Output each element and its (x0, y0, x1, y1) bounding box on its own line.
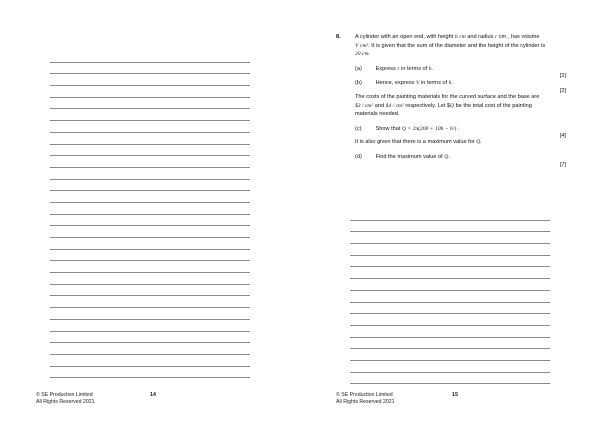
answer-line (350, 279, 550, 291)
marks-a: [2] (559, 73, 566, 80)
answer-line (350, 373, 550, 385)
answer-line (50, 226, 250, 238)
answer-line (50, 273, 250, 285)
answer-line (350, 361, 550, 373)
answer-line (350, 256, 550, 268)
answer-line (50, 308, 250, 320)
part-label: (a) (355, 65, 362, 72)
answer-line (50, 133, 250, 145)
answer-line (50, 285, 250, 297)
answer-line (50, 74, 250, 86)
answer-line (50, 320, 250, 332)
answer-line (50, 332, 250, 344)
cost-paragraph: The costs of the painting materials for the curved surface and the base are $3 / cm² and $4 / cm² respectively. Let $Q be the total cost of the painting materials needed. (355, 93, 540, 118)
answer-line (50, 238, 250, 250)
rights-text: All Rights Reserved 2021 (36, 398, 95, 405)
part-b: (b) Hence, express V in terms of h. (355, 80, 453, 87)
copyright-text: © SE Production Limited (36, 392, 93, 398)
answer-line (50, 367, 250, 379)
answer-line (50, 355, 250, 367)
page-15 (300, 0, 600, 424)
answer-line (50, 63, 250, 75)
question-8 (336, 33, 566, 168)
page-number: 14 (150, 392, 156, 398)
answer-line (50, 156, 250, 168)
question-stem: A cylinder with an open end, with height h cm and radius r cm , has volume V cm³. It is given that the sum of the diameter and the height of the cylinder is 20 cm. (355, 34, 546, 58)
answer-line (350, 232, 550, 244)
answer-line (350, 209, 550, 221)
page-footer (36, 392, 95, 405)
part-c: (c) Show that Q = 2π(200 + 10h − h²) . (355, 125, 460, 132)
answer-lines (50, 51, 250, 378)
answer-line (350, 221, 550, 233)
part-label: (d) (355, 153, 362, 160)
answer-line (50, 121, 250, 133)
answer-line (50, 343, 250, 355)
marks-d: [7] (559, 161, 566, 168)
answer-line (50, 145, 250, 157)
part-label: (b) (355, 80, 362, 87)
answer-line (350, 349, 550, 361)
part-d: (d) Find the maximum value of Q. (355, 153, 450, 160)
answer-line (50, 250, 250, 262)
answer-line (50, 180, 250, 192)
answer-line (50, 168, 250, 180)
answer-line (350, 338, 550, 350)
part-label: (c) (355, 125, 362, 132)
answer-line (350, 303, 550, 315)
max-statement: It is also given that there is a maximum value for Q. (355, 139, 482, 146)
answer-line (50, 191, 250, 203)
answer-line (350, 314, 550, 326)
answer-line (350, 291, 550, 303)
marks-b: [2] (559, 87, 566, 94)
answer-line (50, 296, 250, 308)
rights-text: All Rights Reserved 2021 (336, 398, 395, 405)
copyright-text: © SE Production Limited (336, 392, 393, 398)
question-number: 8. (336, 34, 341, 40)
answer-line (350, 326, 550, 338)
page-footer (336, 392, 395, 405)
marks-c: [4] (559, 133, 566, 140)
answer-line (350, 244, 550, 256)
part-a: (a) Express r in terms of h. (355, 65, 433, 72)
answer-line (50, 51, 250, 63)
answer-line (50, 203, 250, 215)
answer-lines (350, 209, 550, 384)
answer-line (50, 98, 250, 110)
answer-line (50, 86, 250, 98)
answer-line (50, 261, 250, 273)
answer-line (50, 109, 250, 121)
answer-line (350, 267, 550, 279)
page-number: 15 (452, 392, 458, 398)
answer-line (50, 215, 250, 227)
